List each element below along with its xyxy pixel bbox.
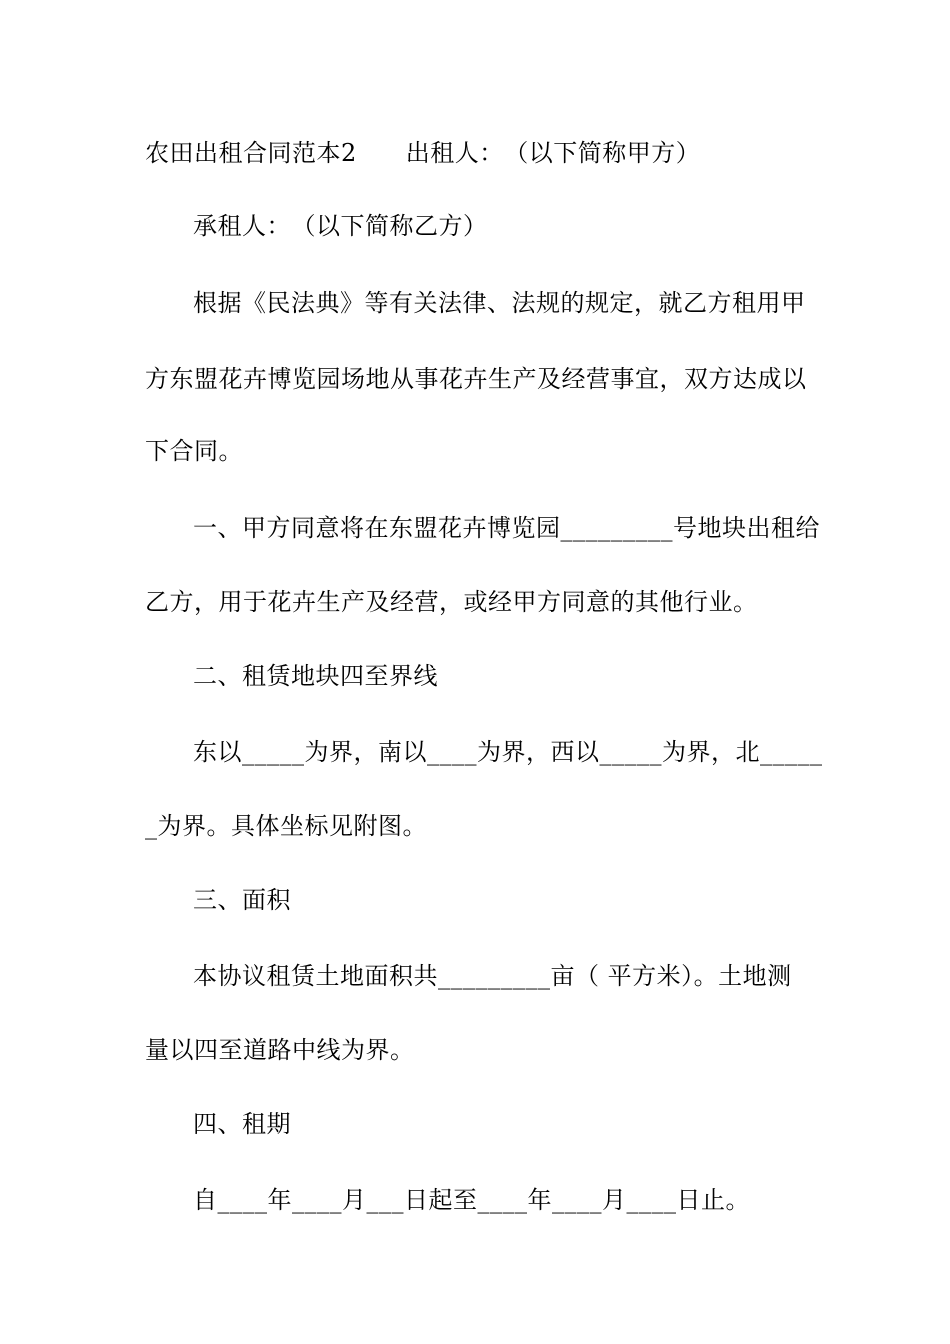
intro-paragraph-line-3: 下合同。: [145, 437, 243, 465]
clause-4-heading: 四、租期: [193, 1110, 291, 1138]
clause-1-line-2: 乙方，用于花卉生产及经营，或经甲方同意的其他行业。: [145, 588, 758, 616]
clause-3-line-2: 量以四至道路中线为界。: [145, 1036, 415, 1064]
lessee-line: 承租人： （以下简称乙方）: [193, 212, 488, 240]
clause-2-line-1: 东以_____为界，南以____为界，西以_____为界，北_____: [193, 738, 823, 766]
intro-paragraph-line-1: 根据《民法典》等有关法律、法规的规定，就乙方租用甲: [193, 289, 806, 317]
contract-title-line: 农田出租合同范本2 出租人： （以下简称甲方）: [145, 139, 701, 167]
clause-2-line-2: _为界。具体坐标见附图。: [145, 812, 427, 840]
clause-2-heading: 二、租赁地块四至界线: [193, 662, 438, 690]
clause-4-line-1: 自____年____月___日起至____年____月____日止。: [193, 1186, 750, 1214]
intro-paragraph-line-2: 方东盟花卉博览园场地从事花卉生产及经营事宜，双方达成以: [145, 365, 807, 393]
clause-1-line-1: 一、甲方同意将在东盟花卉博览园_________号地块出租给: [193, 514, 820, 542]
clause-3-heading: 三、面积: [193, 886, 291, 914]
clause-3-line-1: 本协议租赁土地面积共_________亩（ 平方米）。土地测: [193, 962, 792, 990]
